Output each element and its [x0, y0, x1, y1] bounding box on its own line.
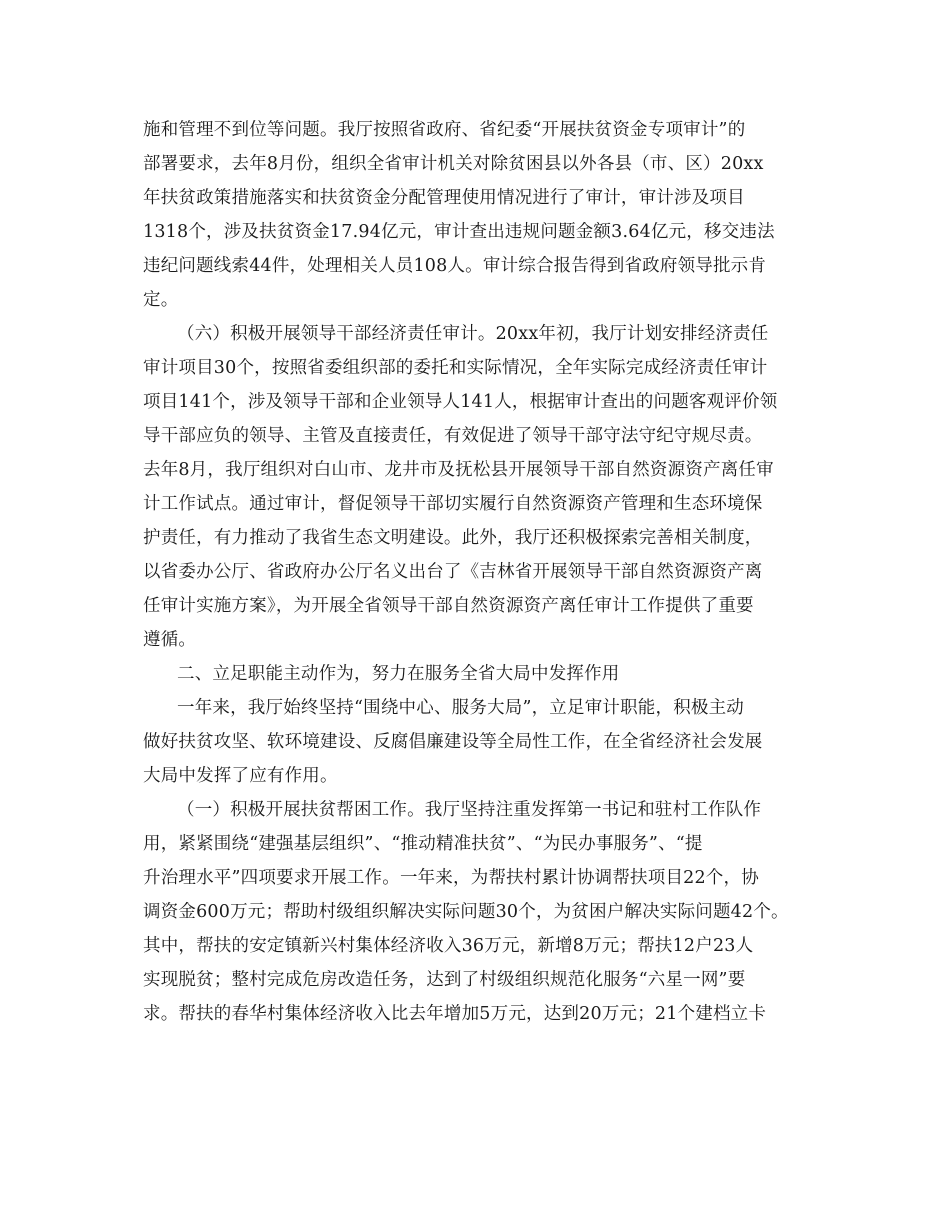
section-heading: 二、立足职能主动作为，努力在服务全省大局中发挥作用: [177, 664, 620, 684]
text-line: 年扶贫政策措施落实和扶贫资金分配管理使用情况进行了审计，审计涉及项目: [143, 188, 745, 208]
text-line: （六）积极开展领导干部经济责任审计。20xx年初，我厅计划安排经济责任: [177, 324, 769, 344]
text-line: 用，紧紧围绕“建强基层组织”、“推动精准扶贫”、“为民办事服务”、“提: [143, 834, 703, 854]
text-line: （一）积极开展扶贫帮困工作。我厅坚持注重发挥第一书记和驻村工作队作: [177, 800, 762, 820]
text-line: 违纪问题线索44件，处理相关人员108人。审计综合报告得到省政府领导批示肯: [143, 256, 767, 276]
text-line: 项目141个，涉及领导干部和企业领导人141人，根据审计查出的问题客观评价领: [143, 392, 778, 412]
text-line: 实现脱贫；整村完成危房改造任务，达到了村级组织规范化服务“六星一网”要: [143, 970, 746, 990]
text-line: 部署要求，去年8月份，组织全省审计机关对除贫困县以外各县（市、区）20xx: [143, 154, 764, 174]
text-line: 施和管理不到位等问题。我厅按照省政府、省纪委“开展扶贫资金专项审计”的: [143, 120, 746, 140]
text-line: 审计项目30个，按照省委组织部的委托和实际情况，全年实际完成经济责任审计: [143, 358, 768, 378]
text-line: 遵循。: [143, 630, 197, 650]
text-line: 1318个，涉及扶贫资金17.94亿元，审计查出违规问题金额3.64亿元，移交违法: [143, 222, 775, 242]
text-line: 以省委办公厅、省政府办公厅名义出台了《吉林省开展领导干部自然资源资产离: [143, 562, 763, 582]
text-line: 做好扶贫攻坚、软环境建设、反腐倡廉建设等全局性工作，在全省经济社会发展: [143, 732, 763, 752]
text-line: 定。: [143, 290, 179, 310]
text-line: 导干部应负的领导、主管及直接责任，有效促进了领导干部守法守纪守规尽责。: [143, 426, 763, 446]
text-line: 一年来，我厅始终坚持“围绕中心、服务大局”，立足审计职能，积极主动: [177, 698, 744, 718]
text-line: 大局中发挥了应有作用。: [143, 766, 338, 786]
text-line: 调资金600万元；帮助村级组织解决实际问题30个，为贫困户解决实际问题42个。: [143, 902, 789, 922]
text-line: 计工作试点。通过审计，督促领导干部切实履行自然资源资产管理和生态环境保: [143, 494, 763, 514]
text-line: 护责任，有力推动了我省生态文明建设。此外，我厅还积极探索完善相关制度，: [143, 528, 763, 548]
text-line: 求。帮扶的春华村集体经济收入比去年增加5万元，达到20万元；21个建档立卡: [143, 1004, 767, 1024]
text-line: 任审计实施方案》，为开展全省领导干部自然资源资产离任审计工作提供了重要: [143, 596, 754, 616]
text-line: 去年8月，我厅组织对白山市、龙井市及抚松县开展领导干部自然资源资产离任审: [143, 460, 774, 480]
text-line: 其中，帮扶的安定镇新兴村集体经济收入36万元，新增8万元；帮扶12户23人: [143, 936, 754, 956]
text-line: 升治理水平”四项要求开展工作。一年来，为帮扶村累计协调帮扶项目22个，协: [143, 868, 759, 888]
